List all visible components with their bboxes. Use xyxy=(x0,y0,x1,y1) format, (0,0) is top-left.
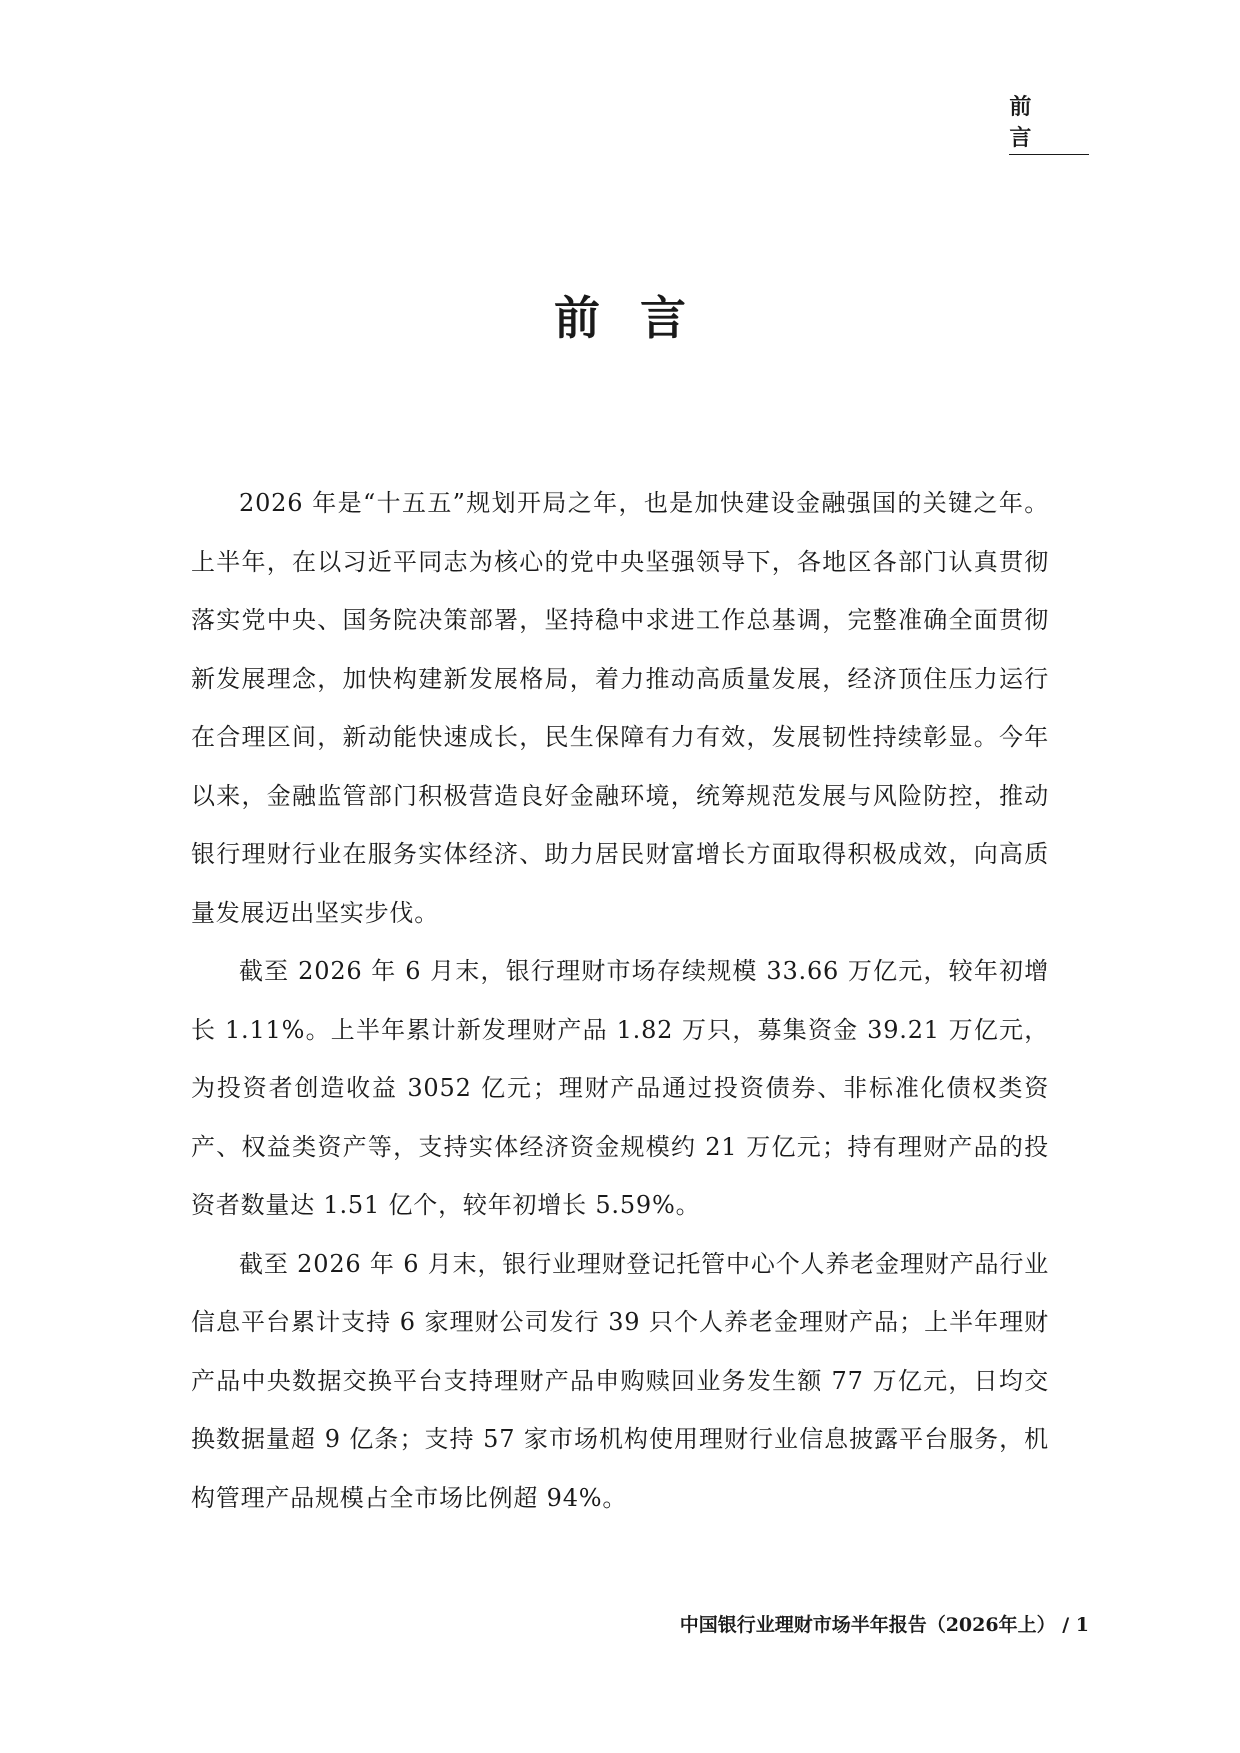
page-title: 前言 xyxy=(554,291,726,345)
paragraph-market-scale: 截至 2026 年 6 月末，银行理财市场存续规模 33.66 万亿元，较年初增长 1.11%。上半年累计新发理财产品 1.82 万只，募集资金 39.21 万亿元，为投资者创造收益 3052 亿元；理财产品通过投资债券、非标准化债权类资产、权益类资产等，支持实体经济资金规模约 21 万亿元；持有理财产品的投资者数量达 1.51 亿个，较年初增长 5.59%。 xyxy=(191,957,1049,1219)
running-header xyxy=(1009,90,1089,155)
footer-separator: / xyxy=(1055,1614,1076,1636)
page-footer xyxy=(680,1610,1089,1637)
footer-page-number: 1 xyxy=(1075,1614,1089,1636)
running-header-text: 前 言 xyxy=(1009,94,1046,151)
paragraph-intro: 2026 年是“十五五”规划开局之年，也是加快建设金融强国的关键之年。上半年，在以习近平同志为核心的党中央坚强领导下，各地区各部门认真贯彻落实党中央、国务院决策部署，坚持稳中求进工作总基调，完整准确全面贯彻新发展理念，加快构建新发展格局，着力推动高质量发展，经济顶住压力运行在合理区间，新动能快速成长，民生保障有力有效，发展韧性持续彰显。今年以来，金融监管部门积极营造良好金融环境，统筹规范发展与风险防控，推动银行理财行业在服务实体经济、助力居民财富增长方面取得积极成效，向高质量发展迈出坚实步伐。 xyxy=(191,489,1049,927)
paragraph-infrastructure: 截至 2026 年 6 月末，银行业理财登记托管中心个人养老金理财产品行业信息平台累计支持 6 家理财公司发行 39 只个人养老金理财产品；上半年理财产品中央数据交换平台支持理财产品申购赎回业务发生额 77 万亿元，日均交换数据量超 9 亿条；支持 57 家市场机构使用理财行业信息披露平台服务，机构管理产品规模占全市场比例超 94%。 xyxy=(191,1249,1049,1512)
footer-report-name: 中国银行业理财市场半年报告（2026年上） xyxy=(679,1614,1056,1636)
body-text xyxy=(191,474,1049,1527)
